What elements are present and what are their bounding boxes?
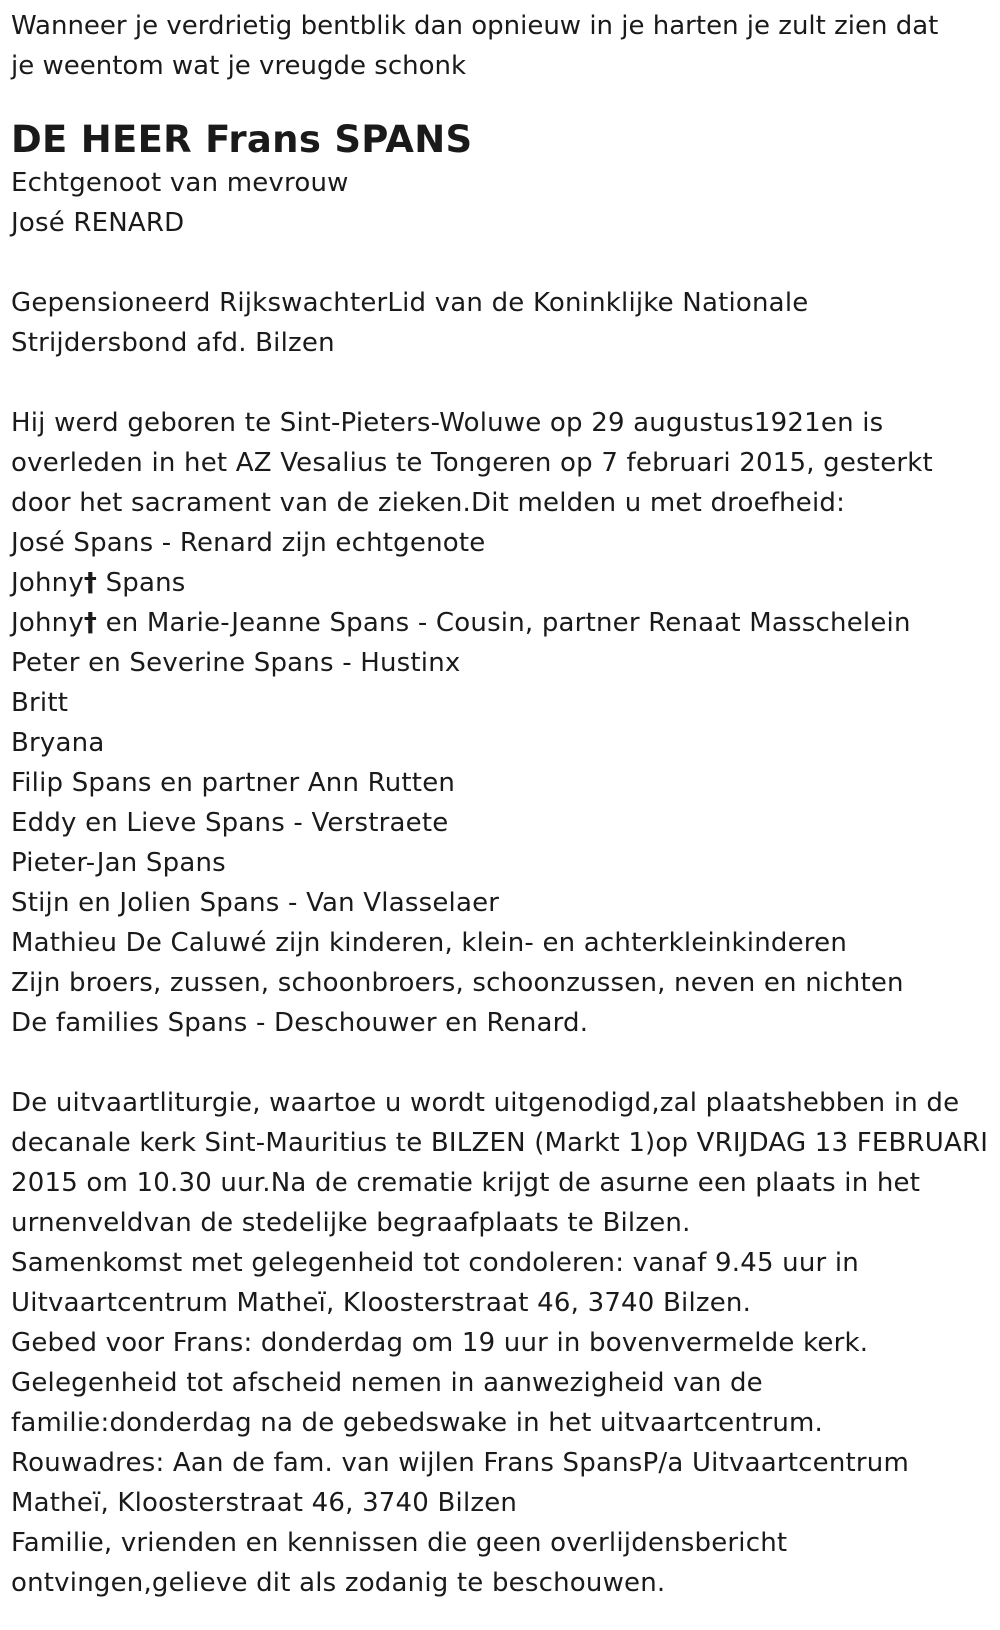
funeral-line: familie:donderdag na de gebedswake in het uitvaartcentrum. [11,1408,824,1438]
funeral-line: De uitvaartliturgie, waartoe u wordt uitgenodigd,zal plaatshebben in de [11,1088,960,1118]
cross-icon: † [83,608,98,638]
funeral-line: urnenveldvan de stedelijke begraafplaats te Bilzen. [11,1208,691,1238]
occupation-block [11,283,991,363]
family-line-deceased [11,563,991,603]
intro-quote [11,0,991,86]
announcement-line: José Spans - Renard zijn echtgenote [11,528,486,558]
funeral-line: Uitvaartcentrum Matheï, Kloosterstraat 46, 3740 Bilzen. [11,1288,752,1318]
occupation-line: Strijdersbond afd. Bilzen [11,328,335,358]
family-name: Johny [11,568,84,598]
announcement-line: door het sacrament van de zieken.Dit melden u met droefheid: [11,488,846,518]
family-line: De families Spans - Deschouwer en Renard. [11,1008,589,1038]
funeral-line: Familie, vrienden en kennissen die geen overlijdensbericht [11,1528,788,1558]
occupation-line: Gepensioneerd RijkswachterLid van de Koninklijke Nationale [11,288,809,318]
family-line: Filip Spans en partner Ann Rutten [11,768,456,798]
family-line: Peter en Severine Spans - Hustinx [11,648,461,678]
funeral-details [11,1083,991,1603]
family-name-rest: Spans [97,568,186,598]
family-line: Stijn en Jolien Spans - Van Vlasselaer [11,888,500,918]
funeral-line: 2015 om 10.30 uur.Na de crematie krijgt de asurne een plaats in het [11,1168,921,1198]
announcement-line: Hij werd geboren te Sint-Pieters-Woluwe op 29 augustus1921en is [11,408,884,438]
announcement-block [11,403,991,563]
funeral-line: Matheï, Kloosterstraat 46, 3740 Bilzen [11,1488,518,1518]
family-line: Eddy en Lieve Spans - Verstraete [11,808,449,838]
family-name: Johny [11,608,84,638]
family-line-deceased [11,603,991,643]
spouse-block [11,163,991,243]
family-line: Pieter-Jan Spans [11,848,226,878]
family-line: Britt [11,688,69,718]
obituary-notice [11,0,991,1603]
intro-line: je weentom wat je vreugde schonk [11,51,467,81]
intro-line: Wanneer je verdrietig bentblik dan opnieuw in je harten je zult zien dat [11,11,939,41]
family-line: Bryana [11,728,105,758]
family-list [11,563,991,1043]
spacer [11,1043,991,1083]
family-name-rest: en Marie-Jeanne Spans - Cousin, partner Renaat Masschelein [97,608,911,638]
family-line: Mathieu De Caluwé zijn kinderen, klein- en achterkleinkinderen [11,928,847,958]
funeral-line: ontvingen,gelieve dit als zodanig te beschouwen. [11,1568,666,1598]
spacer [11,243,991,283]
family-line: Zijn broers, zussen, schoonbroers, schoonzussen, neven en nichten [11,968,904,998]
funeral-line: Rouwadres: Aan de fam. van wijlen Frans SpansP/a Uitvaartcentrum [11,1448,909,1478]
funeral-line: decanale kerk Sint-Mauritius te BILZEN (Markt 1)op VRIJDAG 13 FEBRUARI [11,1128,989,1158]
funeral-line: Gebed voor Frans: donderdag om 19 uur in bovenvermelde kerk. [11,1328,869,1358]
announcement-line: overleden in het AZ Vesalius te Tongeren op 7 februari 2015, gesterkt [11,448,933,478]
deceased-name: DE HEER Frans SPANS [11,118,473,161]
spouse-line: Echtgenoot van mevrouw [11,168,349,198]
spacer [11,363,991,403]
cross-icon: † [83,568,98,598]
funeral-line: Gelegenheid tot afscheid nemen in aanwezigheid van de [11,1368,763,1398]
spouse-line: José RENARD [11,208,185,238]
funeral-line: Samenkomst met gelegenheid tot condoleren: vanaf 9.45 uur in [11,1248,859,1278]
